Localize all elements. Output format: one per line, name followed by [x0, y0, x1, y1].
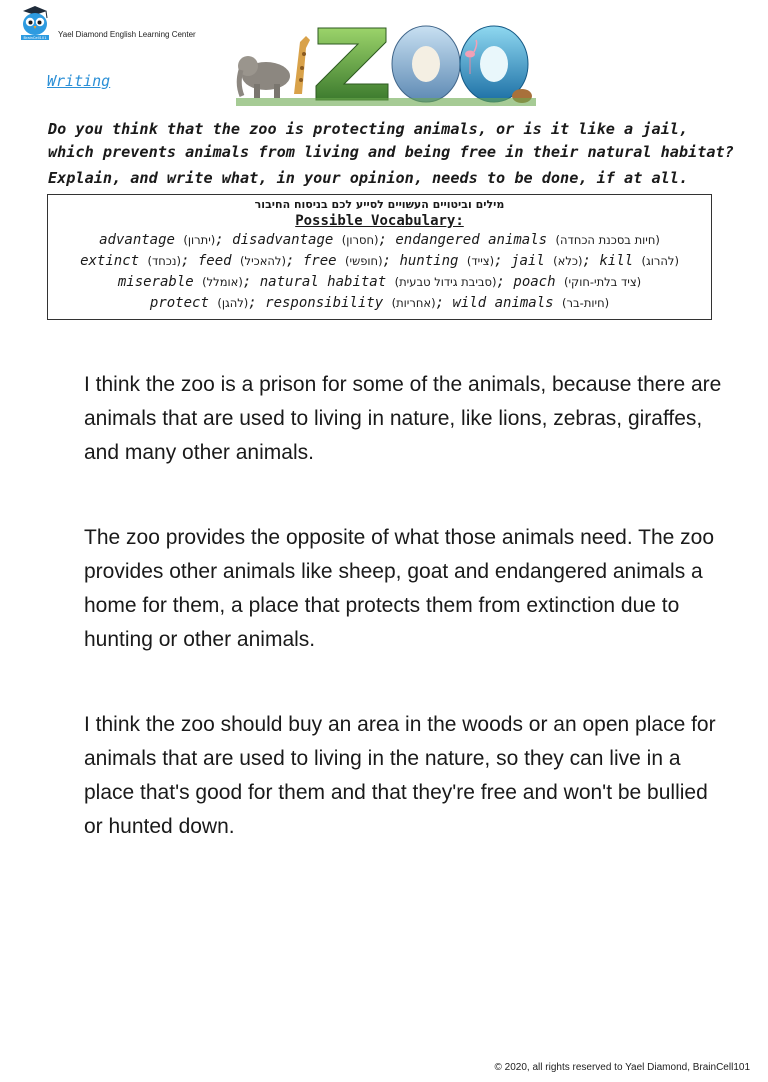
vocab-translation: (צייד)	[466, 254, 495, 268]
vocab-translation: (סביבת גידול טבעית)	[394, 275, 497, 289]
vocab-term: natural habitat	[259, 274, 387, 290]
vocab-term: protect	[149, 295, 209, 311]
vocab-term: free	[302, 253, 337, 269]
vocab-translation: (אומלל)	[202, 275, 243, 289]
prompt-line: which prevents animals from living and being free in their natural habitat?	[48, 143, 734, 161]
center-name: Yael Diamond English Learning Center	[58, 30, 196, 39]
vocab-translation: (ציד בלתי-חוקי)	[563, 275, 642, 289]
vocab-translation: (להגן)	[217, 296, 249, 310]
writing-prompt	[48, 118, 748, 190]
essay-paragraph: The zoo provides the opposite of what those animals need. The zoo provides other animals like sheep, goat and endangered animals a home for them, a place that protects them from extinction due to hunting or other animals.	[84, 526, 715, 651]
banner-title: ZOO	[386, 22, 389, 23]
vocabulary-line: advantage (יתרון); disadvantage (חסרון); endangered animals (חיות בסכנת הכחדה)	[99, 232, 660, 248]
vocab-term: wild animals	[452, 295, 554, 311]
vocab-term: hunting	[399, 253, 459, 269]
vocab-translation: (חיות-בר)	[562, 296, 610, 310]
copyright-footer: © 2020, all rights reserved to Yael Diamond, BrainCell101	[494, 1062, 750, 1073]
vocab-term: endangered animals	[395, 232, 548, 248]
vocab-term: disadvantage	[232, 232, 334, 248]
vocab-translation: (חסרון)	[341, 233, 379, 247]
vocab-translation: (חופשי)	[345, 254, 383, 268]
vocab-term: kill	[599, 253, 634, 269]
vocabulary-hebrew-title: מילים וביטויים העשויים לסייע לכם בניסוח החיבור	[254, 198, 505, 211]
vocab-term: extinct	[80, 253, 140, 269]
essay-paragraph: I think the zoo is a prison for some of the animals, because there are animals that are used to living in nature, like lions, zebras, giraffes, and many other animals.	[84, 373, 722, 464]
vocab-term: advantage	[99, 232, 175, 248]
vocab-term: miserable	[117, 274, 194, 290]
vocab-translation: (אחריות)	[391, 296, 436, 310]
vocab-translation: (להרוג)	[641, 254, 679, 268]
owl-logo	[18, 5, 52, 41]
vocabulary-line: protect (להגן); responsibility (אחריות); wild animals (חיות-בר)	[149, 295, 610, 311]
vocab-translation: (חיות בסכנת הכחדה)	[555, 233, 660, 247]
prompt-line: Do you think that the zoo is protecting animals, or is it like a jail,	[48, 120, 689, 138]
vocab-term: responsibility	[265, 295, 384, 311]
vocab-term: feed	[197, 253, 232, 269]
essay-body	[84, 368, 724, 895]
section-title: Writing	[47, 72, 111, 90]
vocabulary-title: Possible Vocabulary:	[295, 213, 464, 229]
vocabulary-line: extinct (נכחד); feed (להאכיל); free (חופשי); hunting (צייד); jail (כלא); kill (להרוג)	[80, 253, 679, 269]
prompt-line: Explain, and write what, in your opinion, needs to be done, if at all.	[48, 169, 689, 187]
vocab-translation: (נכחד)	[147, 254, 181, 268]
vocabulary-box	[47, 194, 712, 320]
logo-text: BrainCell101	[23, 36, 47, 41]
vocab-translation: (כלא)	[553, 254, 583, 268]
vocab-term: jail	[511, 253, 545, 269]
vocabulary-line: miserable (אומלל); natural habitat (סביבת גידול טבעית); poach (ציד בלתי-חוקי)	[117, 274, 642, 290]
vocab-term: poach	[513, 274, 556, 290]
vocab-translation: (להאכיל)	[240, 254, 286, 268]
vocab-translation: (יתרון)	[183, 233, 216, 247]
zoo-banner-image	[236, 14, 536, 106]
essay-paragraph: I think the zoo should buy an area in the woods or an open place for animals that are used to living in the nature, so they can live in a place that's good for them and that they're free and won't be bullied or hunted down.	[84, 713, 716, 838]
